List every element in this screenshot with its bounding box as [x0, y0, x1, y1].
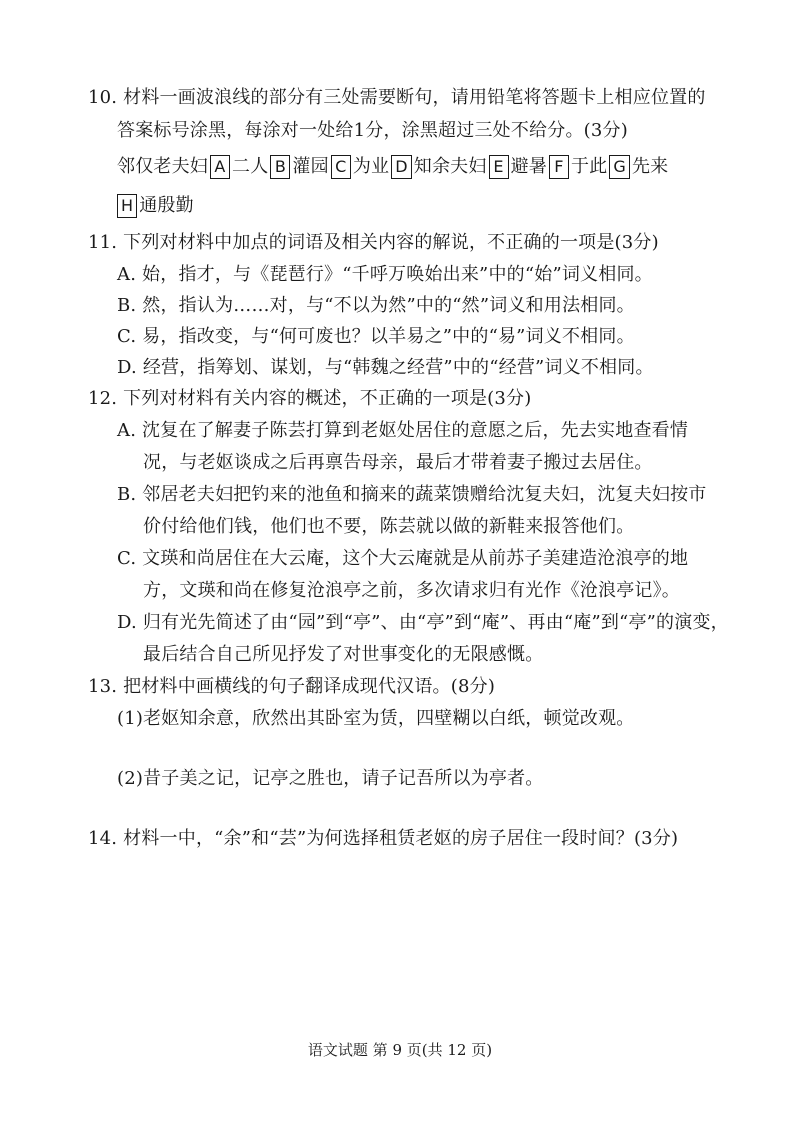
q10-sentence-line2 — [117, 194, 194, 218]
q10-stem-line2: 答案标号涂黑，每涂对一处给1分，涂黑超过三处不给分。(3分) — [117, 120, 628, 141]
q10-sentence-segment: 二人 — [232, 156, 269, 177]
q11-option-d: D. 经营，指筹划、谋划，与“韩魏之经营”中的“经营”词义不相同。 — [117, 357, 654, 378]
q11-option-c: C. 易，指改变，与“何可废也？以羊易之”中的“易”词义不相同。 — [117, 326, 635, 347]
q12-option-b-line2: 价付给他们钱，他们也不要，陈芸就以做的新鞋来报答他们。 — [143, 516, 635, 537]
q13-sentence-1: (1)老妪知余意，欣然出其卧室为赁，四壁糊以白纸，顿觉改观。 — [117, 708, 635, 729]
q12-option-b-line1: B. 邻居老夫妇把钓来的池鱼和摘来的蔬菜馈赠给沈复夫妇，沈复夫妇按市 — [117, 484, 707, 505]
q10-sentence-segment: 于此 — [570, 156, 608, 177]
q12-option-a-line2: 况，与老妪谈成之后再禀告母亲，最后才带着妻子搬过去居住。 — [143, 452, 653, 473]
q10-sentence-segment: 避暑 — [510, 156, 547, 177]
q12-option-a-line1: A. 沈复在了解妻子陈芸打算到老妪处居住的意愿之后，先去实地查看情 — [117, 420, 689, 441]
page-footer: 语文试题 第 9 页(共 12 页) — [307, 1041, 493, 1059]
q13-stem: 13. 把材料中画横线的句子翻译成现代汉语。(8分) — [88, 676, 496, 697]
q10-answer-box[interactable]: D — [391, 155, 412, 179]
q11-option-a: A. 始，指才，与《琵琶行》“千呼万唤始出来”中的“始”词义相同。 — [117, 264, 653, 285]
q10-answer-box[interactable]: H — [117, 194, 137, 218]
q10-sentence-segment: 邻仅老夫妇 — [117, 156, 208, 177]
q12-option-c-line1: C. 文瑛和尚居住在大云庵，这个大云庵就是从前苏子美建造沧浪亭的地 — [117, 548, 689, 569]
q10-stem-line1: 10. 材料一画波浪线的部分有三处需要断句，请用铅笔将答题卡上相应位置的 — [88, 87, 706, 108]
q10-answer-box[interactable]: F — [549, 155, 569, 179]
q11-stem: 11. 下列对材料中加点的词语及相关内容的解说，不正确的一项是(3分) — [88, 232, 659, 253]
q10-sentence-segment: 灌园 — [292, 156, 329, 177]
q12-option-d-line2: 最后结合自己所见抒发了对世事变化的无限感慨。 — [143, 644, 544, 665]
q10-sentence-line1 — [117, 155, 668, 179]
q10-answer-box[interactable]: B — [270, 155, 290, 179]
q14-stem: 14. 材料一中，“余”和“芸”为何选择租赁老妪的房子居住一段时间？(3分) — [88, 828, 679, 849]
q10-answer-box[interactable]: E — [489, 155, 509, 179]
q10-sentence-segment: 先来 — [631, 156, 669, 177]
q10-answer-box[interactable]: A — [210, 155, 230, 179]
q12-stem: 12. 下列对材料有关内容的概述，不正确的一项是(3分) — [88, 388, 532, 409]
q10-sentence-segment: 为业 — [352, 156, 390, 177]
q12-option-c-line2: 方，文瑛和尚在修复沧浪亭之前，多次请求归有光作《沧浪亭记》。 — [143, 580, 680, 601]
q11-option-b: B. 然，指认为……对，与“不以为然”中的“然”词义和用法相同。 — [117, 295, 635, 316]
q10-answer-box[interactable]: C — [331, 155, 351, 179]
q10-sentence-segment: 通殷勤 — [139, 195, 194, 216]
q10-answer-box[interactable]: G — [609, 155, 630, 179]
q13-sentence-2: (2)昔子美之记，记亭之胜也，请子记吾所以为亭者。 — [117, 768, 544, 789]
q12-option-d-line1: D. 归有光先简述了由“园”到“亭”、由“亭”到“庵”、再由“庵”到“亭”的演变， — [117, 612, 729, 633]
q10-sentence-segment: 知余夫妇 — [413, 156, 487, 177]
